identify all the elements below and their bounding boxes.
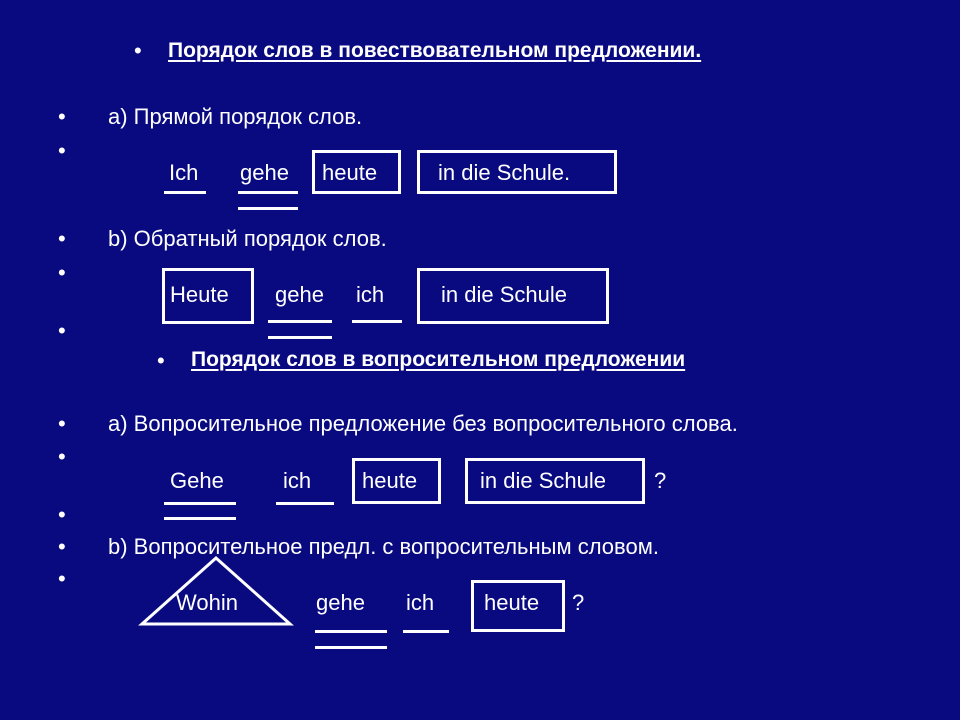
word-place: in die Schule [480,468,606,493]
word-subject: ich [406,590,435,615]
bullet: • [58,566,66,591]
word-adverb: heute [362,468,418,493]
word-verb: gehe [316,590,365,615]
word-verb: gehe [240,160,289,185]
word-adverb: heute [322,160,378,185]
question-mark: ? [572,590,585,615]
word-question: Wohin [176,590,238,615]
word-adverb: Heute [170,282,229,307]
bullet: • [58,318,66,343]
verb-underline [315,630,387,633]
section1-a-label: а) Прямой порядок слов. [108,104,363,129]
bullet: • [134,38,142,63]
bullet: • [58,138,66,163]
bullet: • [157,348,165,373]
section2-b-label: b) Вопросительное предл. с вопросительным словом. [108,534,659,559]
section1-b-label: b) Обратный порядок слов. [108,226,387,251]
word-subject: Ich [169,160,199,185]
question-mark: ? [654,468,667,493]
bullet: • [58,502,66,527]
word-place: in die Schule [441,282,567,307]
word-verb: Gehe [170,468,224,493]
section2-a-label: а) Вопросительное предложение без вопросительного слова. [108,411,738,436]
bullet: • [58,104,66,129]
section2-title: Порядок слов в вопросительном предложении [191,348,686,371]
bullet: • [58,411,66,436]
word-place: in die Schule. [438,160,571,185]
word-subject: ich [283,468,312,493]
bullet: • [58,534,66,559]
bullet: • [58,260,66,285]
word-adverb: heute [484,590,540,615]
section1-title: Порядок слов в повествовательном предложении. [168,39,702,62]
verb-underline-2 [315,646,387,649]
subject-underline [403,630,449,633]
word-subject: ich [356,282,385,307]
bullet: • [58,444,66,469]
bullet: • [58,226,66,251]
word-verb: gehe [275,282,324,307]
